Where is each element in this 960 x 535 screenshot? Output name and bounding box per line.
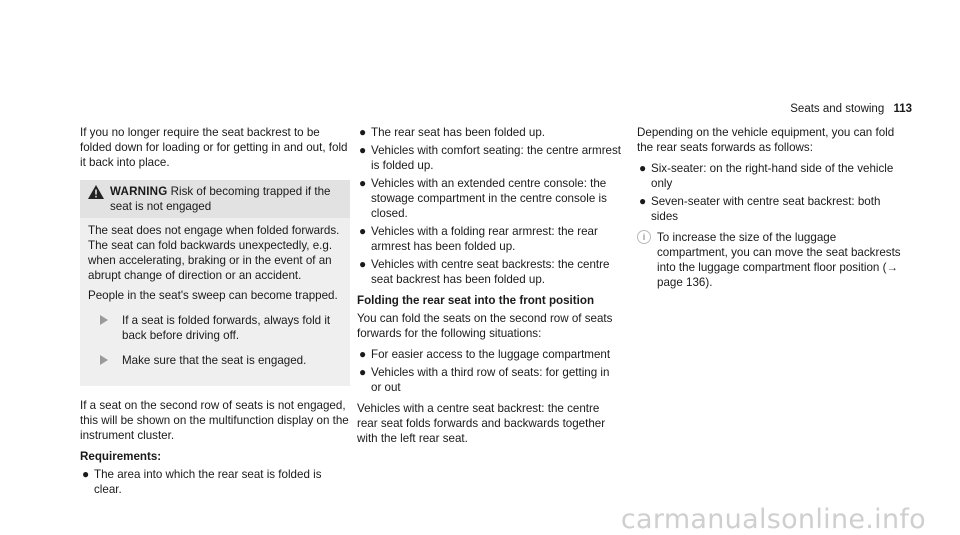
warning-header [80, 180, 350, 218]
warning-title: Risk of becoming trapped if the seat is not engaged [110, 185, 331, 213]
situations-paragraph: You can fold the seats on the second row of seats forwards for the following situations: [357, 312, 613, 340]
warning-box [80, 180, 350, 386]
list-item: ● Vehicles with a third row of seats: for getting in or out [359, 365, 610, 394]
column-1 [80, 125, 350, 503]
warning-label: WARNING [110, 185, 168, 198]
step-arrow-icon [100, 315, 108, 325]
warning-triangle-icon [88, 185, 104, 199]
bullet-icon: ● [639, 161, 647, 175]
list-item: ● Vehicles with a folding rear armrest: the rear armrest has been folded up. [359, 224, 598, 253]
warning-step-1 [88, 313, 342, 343]
warning-body [80, 218, 350, 386]
warning-text-1: The seat does not engage when folded forwards. The seat can fold backwards unexpectedly, e.g. when accelerating, braking or in the event of an abrupt change of direction or an accident. [88, 224, 340, 282]
column-2 [357, 125, 622, 452]
bullet-icon: ● [359, 365, 367, 379]
bullet-icon: ● [359, 125, 367, 139]
bullet-icon: ● [82, 467, 90, 481]
page-header [790, 102, 912, 117]
centre-backrest-paragraph: Vehicles with a centre seat backrest: the centre rear seat folds forwards and backwards together with the left rear seat. [357, 402, 606, 445]
list-item: ● The rear seat has been folded up. [359, 125, 546, 139]
step-text: Make sure that the seat is engaged. [122, 354, 307, 367]
situations-list [357, 347, 622, 395]
page-number: 113 [893, 103, 912, 115]
list-item: ● Vehicles with comfort seating: the centre armrest is folded up. [359, 143, 622, 172]
engagement-paragraph: If a seat on the second row of seats is not engaged, this will be shown on the multifunction display on the instrument cluster. [80, 399, 349, 442]
section-heading: Folding the rear seat into the front position [357, 294, 595, 307]
conditions-list [357, 125, 622, 287]
note-text: To increase the size of the luggage compartment, you can move the seat backrests into the luggage compartment floor position (→ page 136). [657, 231, 901, 289]
list-item: ● For easier access to the luggage compartment [359, 347, 611, 361]
list-item: ● Six-seater: on the right-hand side of the vehicle only [639, 161, 894, 190]
seater-list [637, 161, 907, 224]
equipment-paragraph: Depending on the vehicle equipment, you can fold the rear seats forwards as follows: [637, 126, 895, 154]
list-item: ● The area into which the rear seat is folded is clear. [82, 467, 322, 496]
list-item: ● Vehicles with centre seat backrests: the centre seat backrest has been folded up. [359, 257, 610, 286]
bullet-icon: ● [359, 143, 367, 157]
step-arrow-icon [100, 355, 108, 365]
requirements-list [80, 467, 350, 497]
column-3 [637, 125, 907, 290]
bullet-icon: ● [359, 224, 367, 238]
intro-paragraph: If you no longer require the seat backrest to be folded down for loading or for getting in and out, fold it back into place. [80, 126, 348, 169]
section-title: Seats and stowing [790, 103, 885, 115]
info-icon: i [637, 230, 651, 244]
bullet-icon: ● [639, 194, 647, 208]
bullet-icon: ● [359, 257, 367, 271]
bullet-icon: ● [359, 347, 367, 361]
warning-step-2 [88, 353, 342, 368]
step-text: If a seat is folded forwards, always fold it back before driving off. [122, 314, 331, 342]
list-item: ● Vehicles with an extended centre console: the stowage compartment in the centre console is closed. [359, 176, 607, 220]
bullet-icon: ● [359, 176, 367, 190]
requirements-heading: Requirements: [80, 450, 162, 463]
warning-text-2: People in the seat's sweep can become trapped. [88, 289, 338, 302]
watermark: carmanualsonline.info [620, 504, 926, 535]
list-item: ● Seven-seater with centre seat backrest: both sides [639, 194, 881, 223]
note [637, 230, 907, 290]
